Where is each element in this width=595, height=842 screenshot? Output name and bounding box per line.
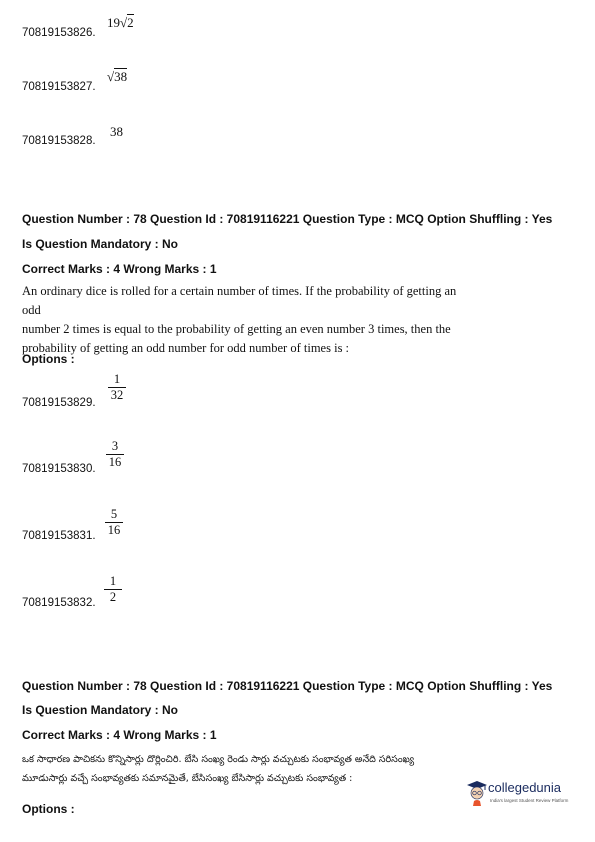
- question-text: [22, 750, 472, 788]
- option-math: [107, 15, 134, 31]
- question-header: Question Number : 78 Question Id : 70819116221 Question Type : MCQ Option Shuffling : Yes: [22, 679, 553, 693]
- fraction: [104, 507, 124, 538]
- fraction-numerator: 3: [111, 439, 119, 453]
- option-id: 70819153831.: [22, 530, 96, 542]
- question-header: Question Number : 78 Question Id : 70819116221 Question Type : MCQ Option Shuffling : Yes: [22, 212, 553, 226]
- option-math: [107, 69, 127, 85]
- collegedunia-watermark: [466, 778, 576, 814]
- student-mascot-icon: [466, 780, 488, 806]
- fraction: [107, 372, 127, 403]
- option-id: 70819153828.: [22, 135, 96, 147]
- fraction-denominator: 16: [108, 455, 122, 469]
- radical-sign: √: [120, 15, 128, 30]
- options-label: Options :: [22, 352, 75, 366]
- option-value: 38: [110, 124, 123, 139]
- question-text: [22, 282, 462, 358]
- question-text-line: ఒక సాధారణ పాచికను కొన్నిసార్లు దొర్లించిరి. బేసి సంఖ్య రెండు సార్లు వచ్చుటకు సంభావ్యత అనేది సరిసంఖ్య: [22, 754, 415, 765]
- option-id: 70819153829.: [22, 397, 96, 409]
- sqrt-coefficient: 19: [107, 15, 120, 30]
- option-id: 70819153832.: [22, 597, 96, 609]
- option-id: 70819153826.: [22, 27, 96, 39]
- question-text-line: మూడుసార్లు వచ్చే సంభావ్యతకు సమానమైతే, బేసిసంఖ్య బేసిసార్లు వచ్చుటకు సంభావ్యత :: [22, 773, 353, 784]
- question-text-line: An ordinary dice is rolled for a certain number of times. If the probability of getting an odd: [22, 284, 457, 317]
- options-label: Options :: [22, 802, 75, 816]
- question-marks: Correct Marks : 4 Wrong Marks : 1: [22, 728, 217, 742]
- question-text-line: number 2 times is equal to the probability of getting an even number 3 times, then the: [22, 322, 451, 336]
- fraction-denominator: 32: [110, 388, 124, 402]
- question-text-line: probability of getting an odd number for odd number of times is :: [22, 341, 350, 355]
- question-mandatory: Is Question Mandatory : No: [22, 703, 179, 717]
- question-marks: Correct Marks : 4 Wrong Marks : 1: [22, 262, 217, 276]
- fraction-numerator: 5: [110, 507, 118, 521]
- radicand: 38: [114, 69, 128, 84]
- fraction: [103, 574, 123, 605]
- option-id: 70819153827.: [22, 81, 96, 93]
- option-id: 70819153830.: [22, 463, 96, 475]
- fraction-numerator: 1: [109, 574, 117, 588]
- logo-wordmark: collegedunia: [488, 780, 562, 795]
- fraction-denominator: 16: [107, 523, 121, 537]
- fraction-denominator: 2: [109, 590, 117, 604]
- fraction: [105, 439, 125, 470]
- radicand: 2: [127, 15, 134, 30]
- radical-sign: √: [107, 69, 115, 84]
- question-mandatory: Is Question Mandatory : No: [22, 237, 179, 251]
- fraction-numerator: 1: [113, 372, 121, 386]
- logo-tagline: India's largest Student Review Platform: [490, 798, 569, 803]
